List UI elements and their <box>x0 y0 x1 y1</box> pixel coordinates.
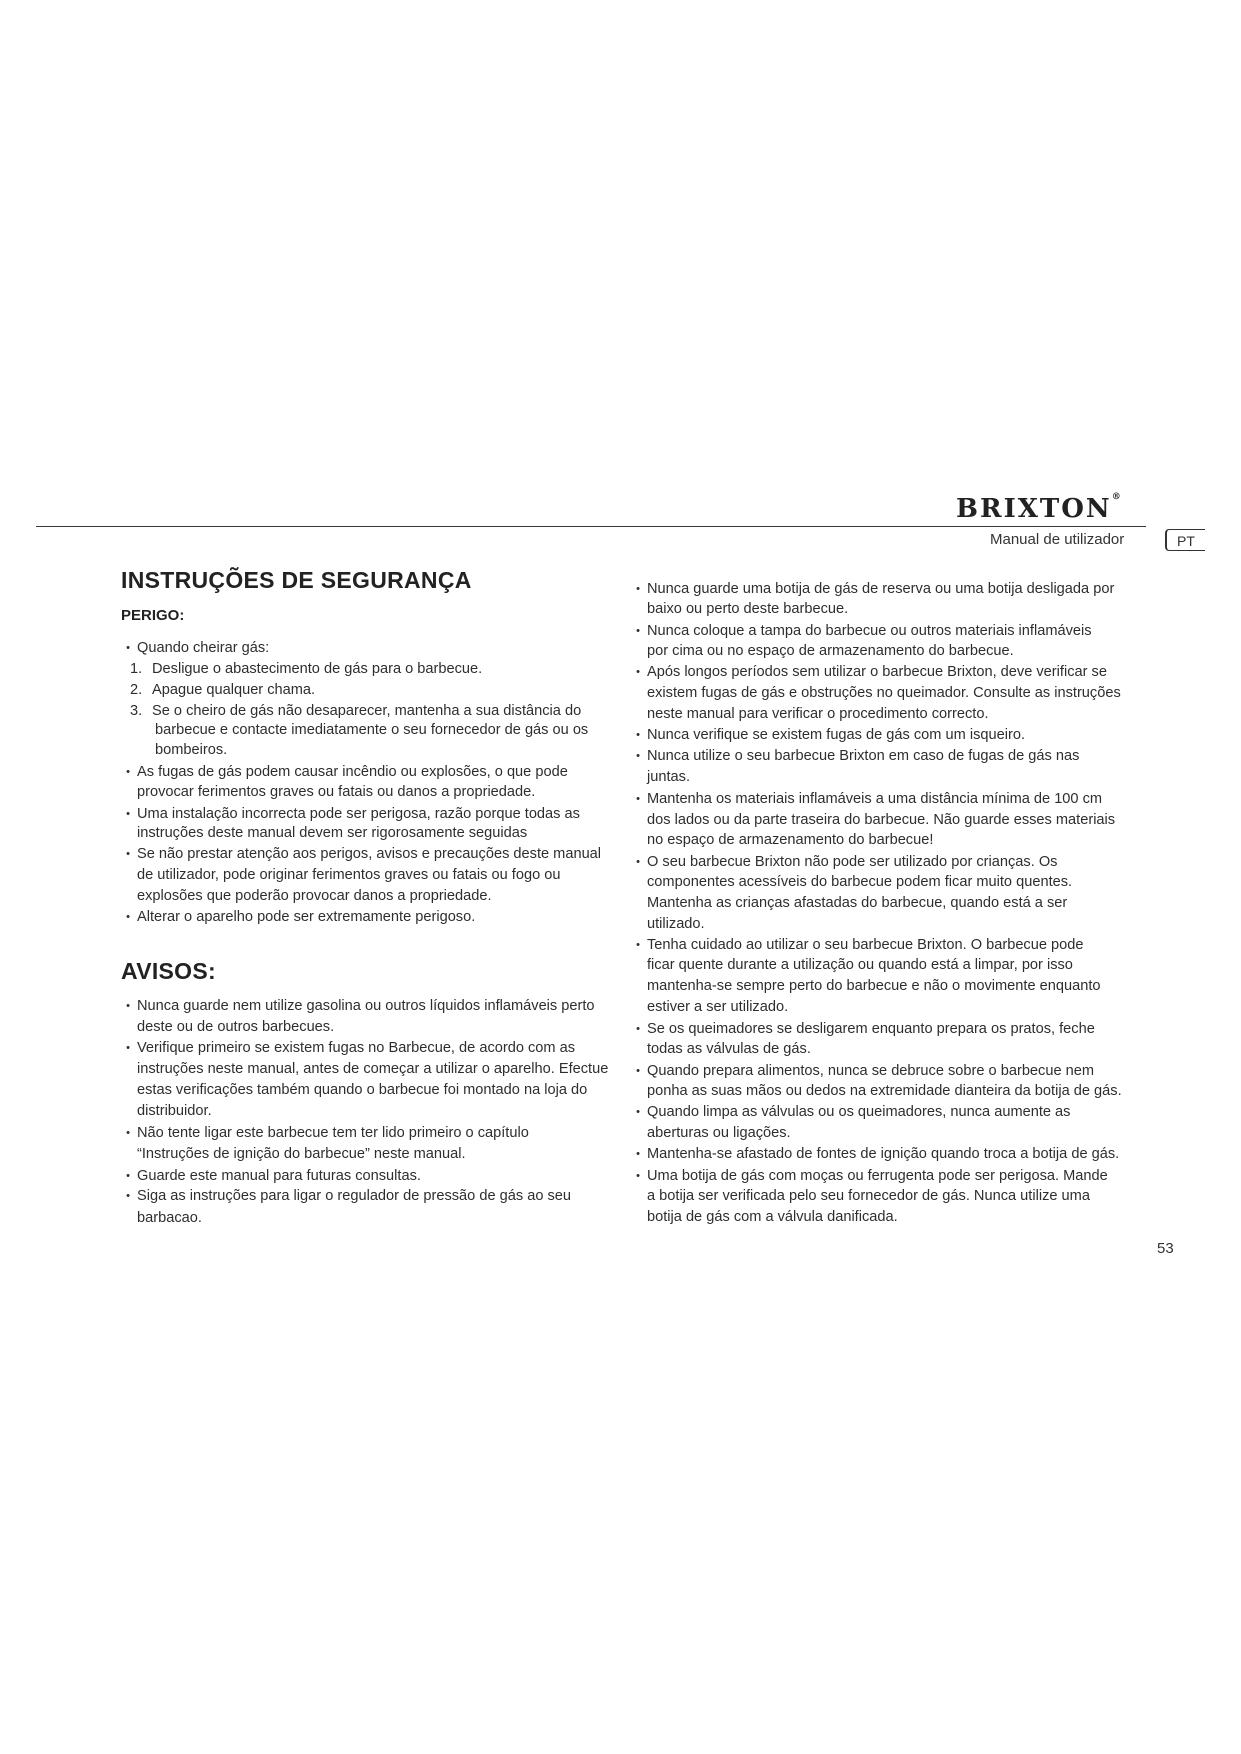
bullet-item <box>636 1144 1120 1165</box>
line-text: Não tente ligar este barbecue tem ter lido primeiro o capítulo <box>137 1125 529 1141</box>
list-number: 1. <box>130 661 143 677</box>
line-text: de utilizador, pode originar ferimentos graves ou fatais ou fogo ou <box>137 867 561 883</box>
bullet-marker: • <box>636 729 640 741</box>
text-continuation <box>137 1144 466 1165</box>
bullet-item <box>636 1061 1095 1082</box>
line-text: instruções deste manual devem ser rigorosamente seguidas <box>137 825 528 841</box>
bullet-marker: • <box>636 625 640 637</box>
line-text: barbacao. <box>137 1210 202 1226</box>
line-text: ponha as suas mãos ou dedos na extremidade dianteira da botija de gás. <box>647 1083 1122 1099</box>
line-text: Quando cheirar gás: <box>137 640 270 656</box>
line-text: Desligue o abastecimento de gás para o barbecue. <box>152 661 483 677</box>
page-title: INSTRUÇÕES DE SEGURANÇA <box>121 567 472 593</box>
numbered-item <box>130 680 316 701</box>
list-number: 3. <box>130 703 143 719</box>
list-number: 2. <box>130 682 143 698</box>
line-text: barbecue e contacte imediatamente o seu fornecedor de gás ou os <box>155 722 589 738</box>
bullet-item <box>126 1038 576 1059</box>
line-text: Siga as instruções para ligar o regulador de pressão de gás ao seu <box>137 1188 572 1204</box>
bullet-marker: • <box>126 1170 130 1182</box>
line-text: mantenha-se sempre perto do barbecue e não o movimente enquanto <box>647 978 1101 994</box>
bullet-marker: • <box>636 1148 640 1160</box>
line-text: Nunca guarde nem utilize gasolina ou outros líquidos inflamáveis perto <box>137 998 595 1014</box>
bullet-item <box>126 907 476 928</box>
line-text: componentes acessíveis do barbecue podem ficar muito quentes. <box>647 874 1073 890</box>
bullet-item <box>636 935 1084 956</box>
line-text: todas as válvulas de gás. <box>647 1041 811 1057</box>
brand-logo: BRIXTON® <box>956 492 1121 524</box>
line-text: ficar quente durante a utilização ou quando está a limpar, por isso <box>647 957 1073 973</box>
line-text: neste manual para verificar o procedimento correcto. <box>647 706 989 722</box>
line-text: Nunca coloque a tampa do barbecue ou outros materiais inflamáveis <box>647 623 1092 639</box>
text-continuation <box>647 893 1067 914</box>
text-continuation <box>137 865 560 886</box>
bullet-item <box>126 844 602 865</box>
line-text: distribuidor. <box>137 1103 212 1119</box>
line-text: Guarde este manual para futuras consultas. <box>137 1168 421 1184</box>
bullet-marker: • <box>126 766 130 778</box>
text-continuation <box>137 823 527 844</box>
line-text: Quando prepara alimentos, nunca se debruce sobre o barbecue nem <box>647 1063 1095 1079</box>
text-continuation <box>155 740 227 761</box>
line-text: Nunca guarde uma botija de gás de reserva ou uma botija desligada por <box>647 581 1115 597</box>
line-text: dos lados ou da parte traseira do barbecue. Não guarde esses materiais <box>647 812 1116 828</box>
text-continuation <box>137 782 535 803</box>
line-text: provocar ferimentos graves ou fatais ou danos a propriedade. <box>137 784 536 800</box>
text-continuation <box>137 1017 334 1038</box>
line-text: estas verificações também quando o barbecue foi montado na loja do <box>137 1082 588 1098</box>
manual-label: Manual de utilizador <box>990 531 1125 548</box>
text-continuation <box>647 1081 1122 1102</box>
bullet-marker: • <box>636 1106 640 1118</box>
text-continuation <box>647 997 788 1018</box>
text-continuation <box>647 1186 1090 1207</box>
line-text: Se os queimadores se desligarem enquanto prepara os pratos, feche <box>647 1021 1095 1037</box>
avisos-title: AVISOS: <box>121 958 216 984</box>
text-continuation <box>647 1207 898 1228</box>
line-text: aberturas ou ligações. <box>647 1125 791 1141</box>
text-continuation <box>647 976 1101 997</box>
bullet-marker: • <box>126 1042 130 1054</box>
line-text: Mantenha-se afastado de fontes de ignição quando troca a botija de gás. <box>647 1146 1120 1162</box>
text-continuation <box>155 720 588 741</box>
header-rule <box>36 526 1146 527</box>
bullet-item <box>636 621 1092 642</box>
line-text: no espaço de armazenamento do barbecue! <box>647 832 934 848</box>
text-continuation <box>137 1080 587 1101</box>
bullet-marker: • <box>126 1127 130 1139</box>
bullet-marker: • <box>636 1170 640 1182</box>
bullet-item <box>636 789 1103 810</box>
bullet-item <box>636 1019 1095 1040</box>
line-text: Verifique primeiro se existem fugas no Barbecue, de acordo com as <box>137 1040 576 1056</box>
page-number: 53 <box>1157 1240 1174 1257</box>
bullet-item <box>636 746 1080 767</box>
bullet-marker: • <box>636 1023 640 1035</box>
line-text: As fugas de gás podem causar incêndio ou explosões, o que pode <box>137 764 568 780</box>
line-text: Uma botija de gás com moças ou ferrugenta pode ser perigosa. Mande <box>647 1168 1108 1184</box>
bullet-item <box>126 762 568 783</box>
line-text: Apague qualquer chama. <box>152 682 316 698</box>
bullet-marker: • <box>126 642 130 654</box>
bullet-marker: • <box>126 911 130 923</box>
bullet-marker: • <box>636 1065 640 1077</box>
text-continuation <box>647 872 1072 893</box>
text-continuation <box>647 810 1115 831</box>
line-text: Alterar o aparelho pode ser extremamente perigoso. <box>137 909 476 925</box>
bullet-marker: • <box>636 666 640 678</box>
text-continuation <box>647 599 848 620</box>
bullet-marker: • <box>636 939 640 951</box>
numbered-item <box>130 659 483 680</box>
line-text: Nunca utilize o seu barbecue Brixton em caso de fugas de gás nas <box>647 748 1080 764</box>
line-text: Quando limpa as válvulas ou os queimadores, nunca aumente as <box>647 1104 1071 1120</box>
bullet-marker: • <box>126 808 130 820</box>
line-text: O seu barbecue Brixton não pode ser utilizado por crianças. Os <box>647 854 1058 870</box>
bullet-item <box>636 579 1115 600</box>
bullet-marker: • <box>126 848 130 860</box>
text-continuation <box>137 1059 608 1080</box>
text-continuation <box>647 914 705 935</box>
bullet-item <box>126 1166 421 1187</box>
text-continuation <box>137 886 492 907</box>
text-continuation <box>647 704 989 725</box>
bullet-item <box>126 1123 529 1144</box>
danger-label: PERIGO: <box>121 607 185 624</box>
bullet-marker: • <box>126 1190 130 1202</box>
line-text: Se não prestar atenção aos perigos, avisos e precauções deste manual <box>137 846 602 862</box>
line-text: Mantenha os materiais inflamáveis a uma distância mínima de 100 cm <box>647 791 1103 807</box>
bullet-item <box>126 638 270 659</box>
bullet-marker: • <box>126 1000 130 1012</box>
text-continuation <box>647 830 933 851</box>
text-continuation <box>647 1123 791 1144</box>
bullet-marker: • <box>636 750 640 762</box>
line-text: deste ou de outros barbecues. <box>137 1019 335 1035</box>
text-continuation <box>647 641 1014 662</box>
line-text: existem fugas de gás e obstruções no queimador. Consulte as instruções <box>647 685 1121 701</box>
line-text: Uma instalação incorrecta pode ser perigosa, razão porque todas as <box>137 806 580 822</box>
bullet-item <box>126 804 580 825</box>
line-text: Tenha cuidado ao utilizar o seu barbecue Brixton. O barbecue pode <box>647 937 1084 953</box>
line-text: botija de gás com a válvula danificada. <box>647 1209 898 1225</box>
text-continuation <box>647 955 1073 976</box>
line-text: bombeiros. <box>155 742 228 758</box>
line-text: instruções neste manual, antes de começar a utilizar o aparelho. Efectue <box>137 1061 609 1077</box>
numbered-item <box>130 701 582 722</box>
line-text: por cima ou no espaço de armazenamento do barbecue. <box>647 643 1014 659</box>
bullet-item <box>126 1186 572 1207</box>
bullet-item <box>126 996 595 1017</box>
line-text: Nunca verifique se existem fugas de gás com um isqueiro. <box>647 727 1025 743</box>
line-text: a botija ser verificada pelo seu fornecedor de gás. Nunca utilize uma <box>647 1188 1090 1204</box>
text-continuation <box>137 1101 212 1122</box>
line-text: juntas. <box>647 769 690 785</box>
text-continuation <box>647 767 690 788</box>
bullet-item <box>636 1166 1108 1187</box>
line-text: explosões que poderão provocar danos a propriedade. <box>137 888 492 904</box>
line-text: utilizado. <box>647 916 705 932</box>
bullet-marker: • <box>636 583 640 595</box>
line-text: baixo ou perto deste barbecue. <box>647 601 849 617</box>
line-text: Mantenha as crianças afastadas do barbecue, quando está a ser <box>647 895 1068 911</box>
text-continuation <box>137 1208 202 1229</box>
bullet-item <box>636 852 1058 873</box>
line-text: estiver a ser utilizado. <box>647 999 789 1015</box>
bullet-item <box>636 662 1107 683</box>
text-continuation <box>647 1039 811 1060</box>
language-tab: PT <box>1165 529 1205 551</box>
line-text: Após longos períodos sem utilizar o barbecue Brixton, deve verificar se <box>647 664 1107 680</box>
line-text: Se o cheiro de gás não desaparecer, mantenha a sua distância do <box>152 703 582 719</box>
line-text: “Instruções de ignição do barbecue” neste manual. <box>137 1146 466 1162</box>
text-continuation <box>647 683 1121 704</box>
bullet-marker: • <box>636 793 640 805</box>
bullet-item <box>636 1102 1071 1123</box>
bullet-marker: • <box>636 856 640 868</box>
bullet-item <box>636 725 1025 746</box>
